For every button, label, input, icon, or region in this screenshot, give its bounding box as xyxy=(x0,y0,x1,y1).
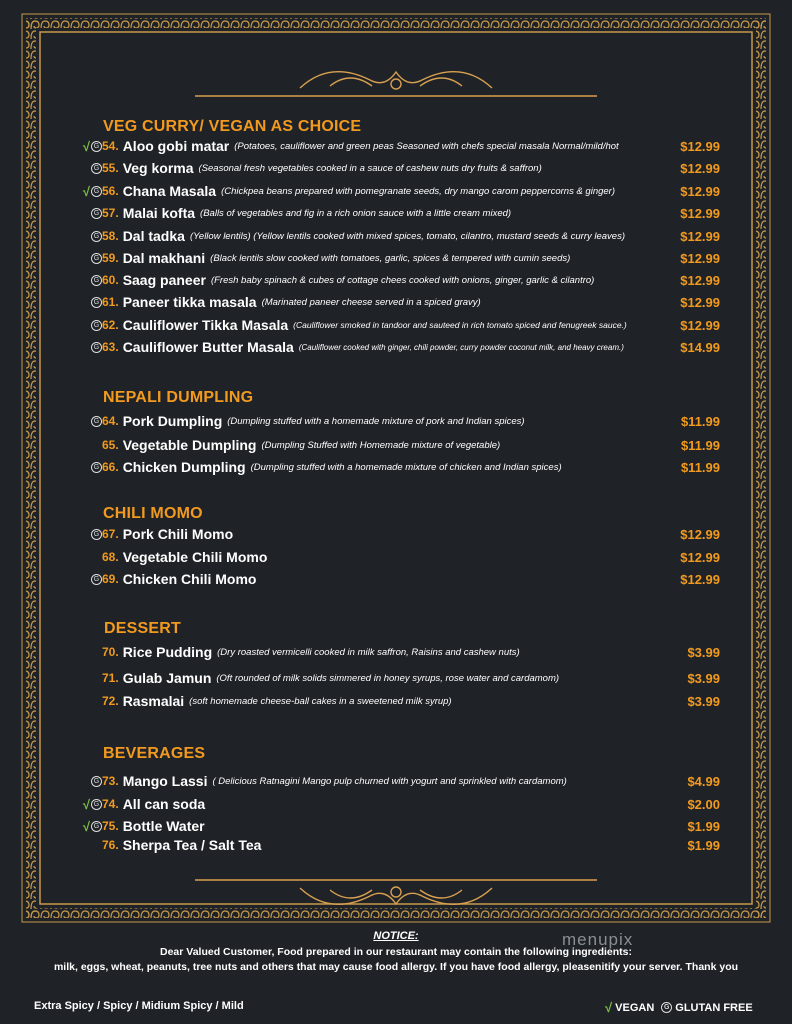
item-number: 62. xyxy=(102,318,119,332)
menu-item xyxy=(70,270,720,290)
item-number: 71. xyxy=(102,671,119,685)
item-name: Dal tadka xyxy=(122,228,185,244)
menu-item xyxy=(70,771,720,791)
gluten-free-icon: G xyxy=(91,529,102,540)
item-price: $12.99 xyxy=(680,160,720,176)
item-number: 76. xyxy=(102,838,119,852)
item-price: $12.99 xyxy=(680,250,720,266)
item-name: Pork Dumpling xyxy=(122,413,223,429)
gluten-free-icon: G xyxy=(91,776,102,787)
item-price: $1.99 xyxy=(687,818,720,834)
menu-item xyxy=(70,457,720,477)
gluten-free-icon: G xyxy=(91,163,102,174)
item-price: $3.99 xyxy=(687,670,720,686)
gluten-free-icon: G xyxy=(91,320,102,331)
item-description: (Seasonal fresh vegetables cooked in a sauce of cashew nuts dry fruits & saffron) xyxy=(198,162,542,174)
item-number: 61. xyxy=(102,295,119,309)
gluten-free-icon: G xyxy=(91,275,102,286)
item-number: 56. xyxy=(102,184,119,198)
item-number: 60. xyxy=(102,273,119,287)
item-description: (Black lentils slow cooked with tomatoes, garlic, spices & tempered with cumin seeds) xyxy=(210,252,571,264)
menu-item xyxy=(70,226,720,246)
item-price: $14.99 xyxy=(680,339,720,355)
section-title-chili-momo: CHILI MOMO xyxy=(103,505,203,522)
item-number: 55. xyxy=(102,161,119,175)
item-name: Paneer tikka masala xyxy=(122,294,257,310)
item-description: (Cauliflower smoked in tandoor and sauteed in rich tomato spiced and fenugreek sauce.) xyxy=(293,320,627,330)
item-price: $11.99 xyxy=(680,437,720,453)
gluten-free-icon: G xyxy=(91,141,102,152)
item-price: $12.99 xyxy=(680,205,720,221)
item-name: Cauliflower Tikka Masala xyxy=(122,317,289,333)
bottom-flourish xyxy=(195,880,597,904)
gluten-free-icon: G xyxy=(91,186,102,197)
vegan-icon: √ xyxy=(82,183,90,199)
section-title-beverages: BEVERAGES xyxy=(103,745,206,762)
gluten-free-icon: G xyxy=(91,342,102,353)
menu-item xyxy=(70,158,720,178)
item-description: (Dumpling stuffed with a homemade mixture of chicken and Indian spices) xyxy=(250,461,562,473)
item-name: Rasmalai xyxy=(122,693,185,709)
item-price: $2.00 xyxy=(687,796,720,812)
item-name: Chicken Chili Momo xyxy=(122,571,257,587)
item-number: 75. xyxy=(102,819,119,833)
item-number: 63. xyxy=(102,340,119,354)
item-description: (Fresh baby spinach & cubes of cottage chees cooked with onions, ginger, garlic & cilantro) xyxy=(210,274,595,286)
item-number: 74. xyxy=(102,797,119,811)
notice-line-2: milk, eggs, wheat, peanuts, tree nuts and others that may cause food allergy. If you have food allergy, pleasenitify your server. Thank you xyxy=(53,961,739,973)
menu-item xyxy=(70,668,720,688)
item-name: Aloo gobi matar xyxy=(122,138,230,154)
item-number: 69. xyxy=(102,572,119,586)
item-number: 54. xyxy=(102,139,119,153)
item-name: Gulab Jamun xyxy=(122,670,212,686)
item-name: Malai kofta xyxy=(122,205,196,221)
gluten-free-icon: G xyxy=(91,821,102,832)
item-number: 67. xyxy=(102,527,119,541)
item-price: $1.99 xyxy=(687,837,720,853)
item-name: Bottle Water xyxy=(122,818,205,834)
menu-item xyxy=(70,248,720,268)
menu-item xyxy=(70,794,720,814)
item-number: 72. xyxy=(102,694,119,708)
item-description: (Potatoes, cauliflower and green peas Seasoned with chefs special masala Normal/mild/hot xyxy=(234,140,619,152)
item-description: (soft homemade cheese-ball cakes in a sweetened milk syrup) xyxy=(189,695,452,707)
gluten-free-icon: G xyxy=(661,1002,672,1013)
gluten-free-icon: G xyxy=(91,253,102,264)
item-price: $3.99 xyxy=(687,644,720,660)
item-price: $12.99 xyxy=(680,571,720,587)
item-description: (Balls of vegetables and fig in a rich onion sauce with a little cream mixed) xyxy=(200,207,512,219)
menu-item xyxy=(70,435,720,455)
watermark-logo: menupix xyxy=(562,930,634,949)
item-name: All can soda xyxy=(122,796,206,812)
item-price: $12.99 xyxy=(680,228,720,244)
menu-item xyxy=(70,337,720,357)
item-price: $12.99 xyxy=(680,183,720,199)
vegan-icon: √ xyxy=(82,818,90,834)
menu-item xyxy=(70,816,720,836)
item-number: 59. xyxy=(102,251,119,265)
item-number: 58. xyxy=(102,229,119,243)
menu-item xyxy=(70,292,720,312)
menu-item xyxy=(70,642,720,662)
vegan-icon: √ xyxy=(605,1000,613,1015)
item-name: Mango Lassi xyxy=(122,773,208,789)
item-number: 57. xyxy=(102,206,119,220)
notice-line-1: Dear Valued Customer, Food prepared in our restaurant may contain the following ingredients: xyxy=(160,946,632,958)
menu-item xyxy=(70,547,720,567)
item-description: (Cauliflower cooked with ginger, chili powder, curry powder coconut milk, and heavy cream.) xyxy=(298,342,624,352)
menu-item xyxy=(70,691,720,711)
item-number: 65. xyxy=(102,438,119,452)
item-price: $12.99 xyxy=(680,526,720,542)
menu-item xyxy=(70,411,720,431)
section-title-nepali-dumpling: NEPALI DUMPLING xyxy=(103,389,254,406)
item-price: $11.99 xyxy=(680,459,720,475)
item-description: (Oft rounded of milk solids simmered in honey syrups, rose water and cardamom) xyxy=(216,672,560,684)
item-price: $11.99 xyxy=(680,413,720,429)
section-title-dessert: DESSERT xyxy=(104,620,181,637)
item-description: (Yellow lentils) (Yellow lentils cooked with mixed spices, tomato, cilantro, mustard seeds & curry leaves) xyxy=(189,230,625,242)
item-description: (Dumpling Stuffed with Homemade mixture of vegetable) xyxy=(261,439,501,451)
item-description: (Chickpea beans prepared with pomegranate seeds, dry mango carom peppercorns & ginger) xyxy=(221,185,616,197)
gluten-free-icon: G xyxy=(91,462,102,473)
menu-item xyxy=(70,181,720,201)
item-description: (Dumpling stuffed with a homemade mixture of pork and Indian spices) xyxy=(227,415,525,427)
item-name: Sherpa Tea / Salt Tea xyxy=(122,837,262,853)
item-name: Vegetable Chili Momo xyxy=(122,549,268,565)
gluten-free-icon: G xyxy=(91,231,102,242)
menu-item xyxy=(70,524,720,544)
item-name: Pork Chili Momo xyxy=(122,526,234,542)
menu-item xyxy=(70,835,720,855)
item-number: 64. xyxy=(102,414,119,428)
item-number: 70. xyxy=(102,645,119,659)
vegan-label: VEGAN xyxy=(615,1001,655,1014)
gluten-free-icon: G xyxy=(91,297,102,308)
item-name: Veg korma xyxy=(122,160,194,176)
item-price: $12.99 xyxy=(680,294,720,310)
item-description: ( Delicious Ratnagini Mango pulp churned with yogurt and sprinkled with cardamom) xyxy=(212,775,567,787)
vegan-icon: √ xyxy=(82,138,90,154)
menu-item xyxy=(70,136,720,156)
item-name: Cauliflower Butter Masala xyxy=(122,339,294,355)
item-number: 73. xyxy=(102,774,119,788)
item-number: 68. xyxy=(102,550,119,564)
notice-title: NOTICE: xyxy=(373,930,419,942)
item-number: 66. xyxy=(102,460,119,474)
gluten-free-label: GLUTAN FREE xyxy=(675,1001,753,1014)
spice-levels: Extra Spicy / Spicy / Midium Spicy / Mild xyxy=(34,1000,244,1012)
menu-item xyxy=(70,569,720,589)
item-description: (Marinated paneer cheese served in a spiced gravy) xyxy=(261,296,481,308)
item-description: (Dry roasted vermicelli cooked in milk saffron, Raisins and cashew nuts) xyxy=(217,646,520,658)
top-flourish xyxy=(195,72,597,96)
item-name: Chana Masala xyxy=(122,183,217,199)
vegan-icon: √ xyxy=(82,796,90,812)
item-name: Dal makhani xyxy=(122,250,206,266)
item-price: $3.99 xyxy=(687,693,720,709)
gluten-free-icon: G xyxy=(91,416,102,427)
item-price: $12.99 xyxy=(680,272,720,288)
section-title-veg-curry: VEG CURRY/ VEGAN AS CHOICE xyxy=(103,118,362,135)
gluten-free-icon: G xyxy=(91,574,102,585)
gluten-free-icon: G xyxy=(91,208,102,219)
item-price: $12.99 xyxy=(680,138,720,154)
item-name: Saag paneer xyxy=(122,272,206,288)
menu-item xyxy=(70,203,720,223)
item-price: $4.99 xyxy=(687,773,720,789)
item-price: $12.99 xyxy=(680,317,720,333)
item-price: $12.99 xyxy=(680,549,720,565)
item-name: Vegetable Dumpling xyxy=(122,437,257,453)
legend xyxy=(605,1000,753,1015)
menu-item xyxy=(70,315,720,335)
item-name: Chicken Dumpling xyxy=(122,459,246,475)
item-name: Rice Pudding xyxy=(122,644,213,660)
gluten-free-icon: G xyxy=(91,799,102,810)
